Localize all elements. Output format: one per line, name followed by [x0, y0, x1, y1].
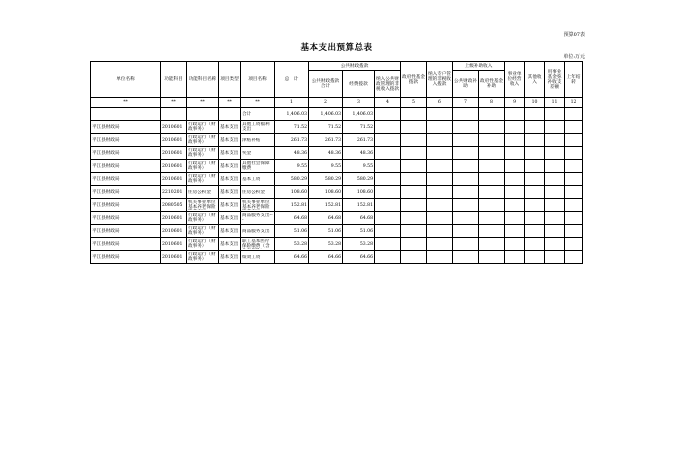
header-item-name: 项目名称: [241, 62, 275, 98]
row-empty-cell: [479, 251, 505, 264]
row-item-type: 基本支出: [219, 225, 241, 238]
header-gb-subtotal: 公共财政拨款合计: [309, 71, 343, 98]
row-gb-current: 64.68: [343, 212, 375, 225]
row-empty-cell: [453, 160, 479, 173]
form-number: 预算07表: [563, 32, 585, 38]
row-empty-cell: [401, 212, 427, 225]
index-cell: 2: [309, 98, 343, 108]
row-item-name: [241, 147, 275, 160]
row-unit-name: 平江县财政局: [91, 186, 161, 199]
row-func-name-text: 住房公积金: [188, 189, 211, 195]
row-item-name: [241, 199, 275, 212]
row-empty-cell: [479, 160, 505, 173]
row-empty-cell: [525, 134, 545, 147]
row-gb-current: 71.52: [343, 121, 375, 134]
index-cell: 7: [453, 98, 479, 108]
table-row: [91, 225, 583, 238]
row-empty-cell: [375, 134, 401, 147]
row-empty-cell: [375, 199, 401, 212]
row-func-name: [187, 225, 219, 238]
header-last-year: 上年结转: [565, 62, 583, 98]
row-total: 152.81: [275, 199, 309, 212]
row-gb-current: 9.55: [343, 160, 375, 173]
header-other-income: 其他收入: [525, 62, 545, 98]
row-func-name-text: 行政运行（财政事务）: [188, 239, 216, 249]
row-item-name-text: 机关事业单位基本养老保险: [242, 200, 270, 210]
row-func-name: [187, 147, 219, 160]
row-empty-cell: [401, 134, 427, 147]
header-total: 总 计: [275, 62, 309, 98]
row-item-type: 基本支出: [219, 238, 241, 251]
row-empty-cell: [453, 212, 479, 225]
header-item-type: 项目类型: [219, 62, 241, 98]
total-amount: 1,406.03: [275, 108, 309, 121]
row-gb-subtotal: 71.52: [309, 121, 343, 134]
index-cell: 1: [275, 98, 309, 108]
row-empty-cell: [545, 173, 565, 186]
header-gb-current: 经费拨款: [343, 71, 375, 98]
row-gb-subtotal: 152.81: [309, 199, 343, 212]
row-item-name-text: 商品服务支出: [242, 228, 270, 234]
row-empty-cell: [401, 199, 427, 212]
row-empty-cell: [479, 212, 505, 225]
row-empty-cell: [525, 186, 545, 199]
table-row: [91, 186, 583, 199]
header-func-name: 功能科目名称: [187, 62, 219, 98]
header-prev-income: 上级补助收入: [453, 62, 505, 71]
row-gb-current: 51.06: [343, 225, 375, 238]
header-prev-general: 公共财政补助: [453, 71, 479, 98]
row-item-type: 基本支出: [219, 212, 241, 225]
row-item-name: [241, 212, 275, 225]
row-empty-cell: [479, 147, 505, 160]
row-item-name: [241, 173, 275, 186]
row-func-code: 2010601: [161, 147, 187, 160]
row-empty-cell: [375, 212, 401, 225]
total-label: 合计: [241, 108, 275, 121]
row-empty-cell: [453, 147, 479, 160]
row-func-code: 2010601: [161, 160, 187, 173]
index-cell: 3: [343, 98, 375, 108]
row-unit-name: 平江县财政局: [91, 160, 161, 173]
row-empty-cell: [375, 186, 401, 199]
row-func-code: 2010601: [161, 212, 187, 225]
row-func-name: [187, 134, 219, 147]
row-item-name-text: 津贴补贴: [242, 137, 261, 143]
row-item-name-text: 基本工资: [242, 176, 261, 182]
row-empty-cell: [479, 186, 505, 199]
row-total: 64.68: [275, 212, 309, 225]
row-empty-cell: [545, 212, 565, 225]
row-empty-cell: [565, 173, 583, 186]
row-item-name: [241, 121, 275, 134]
row-func-code: 2010601: [161, 238, 187, 251]
row-empty-cell: [565, 186, 583, 199]
row-empty-cell: [453, 121, 479, 134]
total-row: [91, 108, 583, 121]
row-empty-cell: [401, 173, 427, 186]
row-empty-cell: [545, 199, 565, 212]
row-empty-cell: [427, 121, 453, 134]
row-empty-cell: [479, 173, 505, 186]
row-item-name-text: 住房公积金: [242, 189, 265, 195]
row-empty-cell: [427, 251, 453, 264]
row-item-name-text: 商品服务支出---: [242, 213, 273, 223]
row-empty-cell: [479, 134, 505, 147]
row-empty-cell: [565, 160, 583, 173]
row-func-name-text: 机关事业单位基本养老保险: [188, 200, 216, 210]
row-empty-cell: [401, 238, 427, 251]
row-empty-cell: [525, 147, 545, 160]
header-special-account: 纳入专户管理的非税收入拨款: [427, 62, 453, 98]
row-empty-cell: [427, 160, 453, 173]
row-empty-cell: [525, 199, 545, 212]
row-empty-cell: [427, 212, 453, 225]
row-item-type: 基本支出: [219, 186, 241, 199]
row-empty-cell: [565, 251, 583, 264]
row-func-code: 2010601: [161, 173, 187, 186]
row-empty-cell: [525, 225, 545, 238]
table-row: [91, 121, 583, 134]
row-empty-cell: [427, 134, 453, 147]
row-gb-current: 48.36: [343, 147, 375, 160]
row-empty-cell: [545, 121, 565, 134]
row-empty-cell: [525, 173, 545, 186]
index-row: [91, 98, 583, 108]
row-empty-cell: [427, 238, 453, 251]
page-title: 基本支出预算总表: [300, 43, 373, 53]
row-empty-cell: [505, 212, 525, 225]
row-func-name: [187, 173, 219, 186]
row-item-type: 基本支出: [219, 134, 241, 147]
header-func-code: 功能科目: [161, 62, 187, 98]
row-empty-cell: [375, 160, 401, 173]
row-func-name-text: 行政运行（财政事务）: [188, 213, 216, 223]
header-business-income: 事业单位经营收入: [505, 62, 525, 98]
row-empty-cell: [401, 121, 427, 134]
row-gb-subtotal: 48.36: [309, 147, 343, 160]
row-empty-cell: [401, 147, 427, 160]
row-empty-cell: [505, 186, 525, 199]
row-gb-subtotal: 51.06: [309, 225, 343, 238]
row-empty-cell: [505, 134, 525, 147]
row-empty-cell: [375, 121, 401, 134]
index-cell: 11: [545, 98, 565, 108]
row-unit-name: 平江县财政局: [91, 238, 161, 251]
row-func-name: [187, 121, 219, 134]
row-empty-cell: [545, 251, 565, 264]
row-empty-cell: [427, 186, 453, 199]
row-empty-cell: [525, 238, 545, 251]
row-empty-cell: [479, 225, 505, 238]
row-empty-cell: [565, 121, 583, 134]
row-func-name-text: 行政运行（财政事务）: [188, 161, 216, 171]
row-empty-cell: [565, 147, 583, 160]
row-empty-cell: [505, 225, 525, 238]
row-func-code: 2010601: [161, 251, 187, 264]
row-gb-current: 108.60: [343, 186, 375, 199]
row-empty-cell: [505, 238, 525, 251]
row-empty-cell: [565, 199, 583, 212]
row-total: 261.73: [275, 134, 309, 147]
row-func-code: 2010601: [161, 225, 187, 238]
row-gb-subtotal: 580.29: [309, 173, 343, 186]
row-empty-cell: [375, 251, 401, 264]
index-cell: **: [91, 98, 161, 108]
row-func-name: [187, 238, 219, 251]
row-item-type: 基本支出: [219, 121, 241, 134]
row-item-name: [241, 238, 275, 251]
row-unit-name: 平江县财政局: [91, 173, 161, 186]
row-item-type: 基本支出: [219, 160, 241, 173]
row-empty-cell: [505, 251, 525, 264]
row-func-name: [187, 186, 219, 199]
row-func-code: 2080505: [161, 199, 187, 212]
row-total: 48.36: [275, 147, 309, 160]
row-func-code: 2210201: [161, 186, 187, 199]
row-func-code: 2010601: [161, 134, 187, 147]
row-empty-cell: [453, 134, 479, 147]
row-gb-current: 261.73: [343, 134, 375, 147]
row-empty-cell: [453, 173, 479, 186]
row-gb-subtotal: 9.55: [309, 160, 343, 173]
row-gb-current: 152.81: [343, 199, 375, 212]
row-unit-name: 平江县财政局: [91, 199, 161, 212]
row-empty-cell: [505, 160, 525, 173]
row-item-name-text: 奖金: [242, 150, 252, 156]
index-cell: **: [187, 98, 219, 108]
row-empty-cell: [525, 251, 545, 264]
table-row: [91, 238, 583, 251]
header-subordinate: 用事业基金弥补收支差额: [545, 62, 565, 98]
row-empty-cell: [453, 251, 479, 264]
row-item-name: [241, 134, 275, 147]
row-item-type: 基本支出: [219, 199, 241, 212]
row-total: 71.52: [275, 121, 309, 134]
total-subtotal: 1,406.03: [309, 108, 343, 121]
row-func-name: [187, 199, 219, 212]
row-empty-cell: [545, 186, 565, 199]
index-cell: 5: [401, 98, 427, 108]
row-func-name-text: 行政运行（财政事务）: [188, 122, 216, 132]
row-empty-cell: [427, 225, 453, 238]
row-gb-subtotal: 64.66: [309, 251, 343, 264]
row-gb-current: 64.66: [343, 251, 375, 264]
index-cell: **: [161, 98, 187, 108]
row-item-name: [241, 160, 275, 173]
row-empty-cell: [479, 121, 505, 134]
row-item-name-text: 其他社会保障缴费: [242, 161, 270, 171]
index-cell: 12: [565, 98, 583, 108]
row-func-name-text: 行政运行（财政事务）: [188, 135, 216, 145]
index-cell: 10: [525, 98, 545, 108]
row-empty-cell: [505, 199, 525, 212]
row-unit-name: 平江县财政局: [91, 212, 161, 225]
row-unit-name: 平江县财政局: [91, 225, 161, 238]
row-func-name: [187, 251, 219, 264]
row-empty-cell: [565, 238, 583, 251]
row-total: 53.28: [275, 238, 309, 251]
table-row: [91, 251, 583, 264]
index-cell: 6: [427, 98, 453, 108]
row-empty-cell: [453, 199, 479, 212]
index-cell: **: [219, 98, 241, 108]
row-func-name: [187, 160, 219, 173]
row-gb-current: 53.28: [343, 238, 375, 251]
row-empty-cell: [375, 147, 401, 160]
row-empty-cell: [525, 160, 545, 173]
row-empty-cell: [565, 225, 583, 238]
row-empty-cell: [525, 121, 545, 134]
row-empty-cell: [505, 121, 525, 134]
row-total: 9.55: [275, 160, 309, 173]
table-row: [91, 173, 583, 186]
row-empty-cell: [375, 225, 401, 238]
row-total: 580.29: [275, 173, 309, 186]
total-current: 1,406.03: [343, 108, 375, 121]
header-gb-carryover: 纳入公共财政管理的非税收入拨款: [375, 71, 401, 98]
row-empty-cell: [545, 160, 565, 173]
table-row: [91, 212, 583, 225]
row-empty-cell: [505, 173, 525, 186]
row-item-type: 基本支出: [219, 173, 241, 186]
row-empty-cell: [479, 199, 505, 212]
row-empty-cell: [565, 134, 583, 147]
row-total: 51.06: [275, 225, 309, 238]
row-func-name-text: 行政运行（财政事务）: [188, 252, 216, 262]
row-empty-cell: [401, 160, 427, 173]
row-empty-cell: [545, 225, 565, 238]
row-empty-cell: [525, 212, 545, 225]
row-item-name-text: 绩效工资: [242, 254, 261, 260]
header-gov-fund: 政府性基金拨款: [401, 62, 427, 98]
budget-table: [90, 61, 583, 264]
row-item-type: 基本支出: [219, 251, 241, 264]
header-unit-name: 单位名称: [91, 62, 161, 98]
row-item-name-text: 职工基本医疗保险缴费（含: [242, 239, 270, 249]
row-unit-name: 平江县财政局: [91, 134, 161, 147]
row-empty-cell: [375, 173, 401, 186]
index-cell: 9: [505, 98, 525, 108]
row-func-name: [187, 212, 219, 225]
row-empty-cell: [479, 238, 505, 251]
row-gb-current: 580.29: [343, 173, 375, 186]
row-func-name-text: 行政运行（财政事务）: [188, 174, 216, 184]
row-unit-name: 平江县财政局: [91, 147, 161, 160]
row-gb-subtotal: 64.68: [309, 212, 343, 225]
row-empty-cell: [401, 225, 427, 238]
row-empty-cell: [427, 173, 453, 186]
row-empty-cell: [401, 186, 427, 199]
row-item-name-text: 其他工资福利支出: [242, 122, 270, 132]
row-empty-cell: [565, 212, 583, 225]
index-cell: 8: [479, 98, 505, 108]
header-prev-fund: 政府性基金补助: [479, 71, 505, 98]
row-empty-cell: [545, 238, 565, 251]
row-item-name: [241, 225, 275, 238]
row-empty-cell: [427, 147, 453, 160]
row-func-name-text: 行政运行（财政事务）: [188, 226, 216, 236]
row-gb-subtotal: 261.73: [309, 134, 343, 147]
table-row: [91, 147, 583, 160]
row-gb-subtotal: 53.28: [309, 238, 343, 251]
row-func-name-text: 行政运行（财政事务）: [188, 148, 216, 158]
header-general-budget: 公共财政拨款: [309, 62, 401, 71]
unit-label: 单位:万元: [563, 54, 585, 60]
row-total: 108.60: [275, 186, 309, 199]
row-unit-name: 平江县财政局: [91, 121, 161, 134]
row-unit-name: 平江县财政局: [91, 251, 161, 264]
row-empty-cell: [505, 147, 525, 160]
row-total: 64.66: [275, 251, 309, 264]
row-empty-cell: [453, 238, 479, 251]
row-item-type: 基本支出: [219, 147, 241, 160]
row-empty-cell: [545, 147, 565, 160]
row-empty-cell: [401, 251, 427, 264]
row-func-code: 2010601: [161, 121, 187, 134]
row-item-name: [241, 186, 275, 199]
index-cell: 4: [375, 98, 401, 108]
table-row: [91, 160, 583, 173]
row-item-name: [241, 251, 275, 264]
row-empty-cell: [453, 225, 479, 238]
row-empty-cell: [453, 186, 479, 199]
index-cell: **: [241, 98, 275, 108]
row-gb-subtotal: 108.60: [309, 186, 343, 199]
row-empty-cell: [427, 199, 453, 212]
row-empty-cell: [545, 134, 565, 147]
table-row: [91, 134, 583, 147]
table-row: [91, 199, 583, 212]
row-empty-cell: [375, 238, 401, 251]
